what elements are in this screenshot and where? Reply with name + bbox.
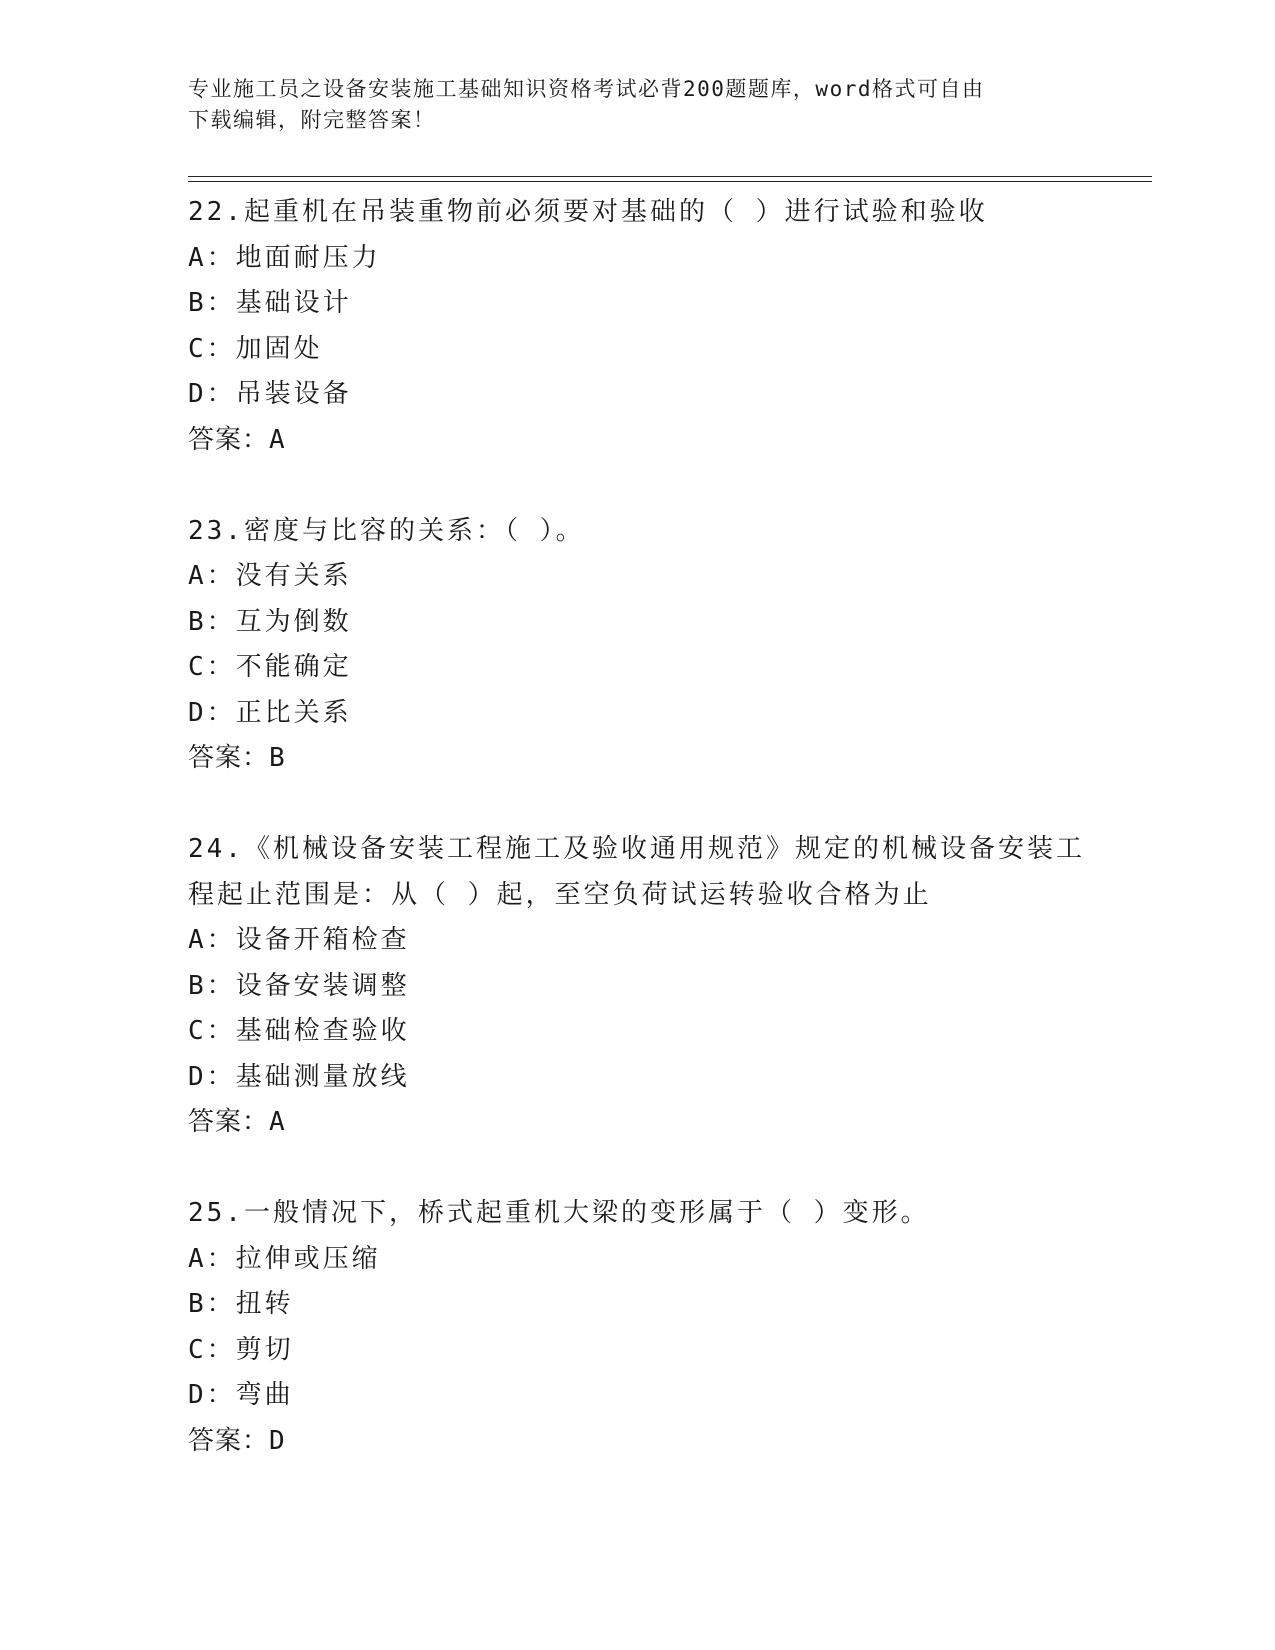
option-c: C：剪切 bbox=[188, 1334, 294, 1365]
question-stem: 22.起重机在吊装重物前必须要对基础的（ ）进行试验和验收 bbox=[188, 197, 988, 227]
header-divider-top bbox=[188, 176, 1152, 177]
question-stem: 23.密度与比容的关系：（ ）。 bbox=[188, 515, 585, 546]
option-d: D：弯曲 bbox=[188, 1380, 294, 1410]
question-stem: 25.一般情况下，桥式起重机大梁的变形属于（ ）变形。 bbox=[188, 1198, 930, 1228]
option-b: B：设备安装调整 bbox=[188, 970, 410, 1001]
question-23 bbox=[188, 509, 1088, 782]
header-line-1: 专业施工员之设备安装施工基础知识资格考试必背200题题库，word格式可自由 bbox=[188, 77, 985, 101]
question-list bbox=[188, 190, 1088, 1464]
answer-text: 答案：A bbox=[188, 1107, 286, 1137]
option-a: A：地面耐压力 bbox=[188, 242, 381, 273]
option-d: D：吊装设备 bbox=[188, 379, 352, 409]
option-c: C：加固处 bbox=[188, 333, 323, 364]
question-stem-line-2: 程起止范围是：从（ ）起，至空负荷试运转验收合格为止 bbox=[188, 879, 932, 910]
option-d: D：基础测量放线 bbox=[188, 1061, 410, 1092]
option-a: A：没有关系 bbox=[188, 561, 352, 591]
question-spacer bbox=[188, 1146, 1088, 1192]
answer-text: 答案：B bbox=[188, 743, 286, 773]
option-c: C：基础检查验收 bbox=[188, 1016, 410, 1046]
header-line-2: 下载编辑，附完整答案！ bbox=[188, 108, 436, 132]
option-a: A：设备开箱检查 bbox=[188, 925, 410, 955]
option-b: B：扭转 bbox=[188, 1289, 294, 1319]
question-spacer bbox=[188, 463, 1088, 509]
question-spacer bbox=[188, 782, 1088, 828]
document-header bbox=[188, 74, 1088, 136]
option-b: B：基础设计 bbox=[188, 288, 352, 318]
answer-text: 答案：A bbox=[188, 424, 286, 455]
question-stem-line-1: 24.《机械设备安装工程施工及验收通用规范》规定的机械设备安装工 bbox=[188, 834, 1085, 864]
question-24 bbox=[188, 827, 1088, 1146]
option-b: B：互为倒数 bbox=[188, 606, 352, 637]
question-25 bbox=[188, 1191, 1088, 1464]
option-c: C：不能确定 bbox=[188, 652, 352, 682]
question-22 bbox=[188, 190, 1088, 463]
option-d: D：正比关系 bbox=[188, 697, 352, 728]
option-a: A：拉伸或压缩 bbox=[188, 1243, 381, 1274]
header-divider-bottom bbox=[188, 181, 1152, 182]
answer-text: 答案：D bbox=[188, 1425, 286, 1456]
